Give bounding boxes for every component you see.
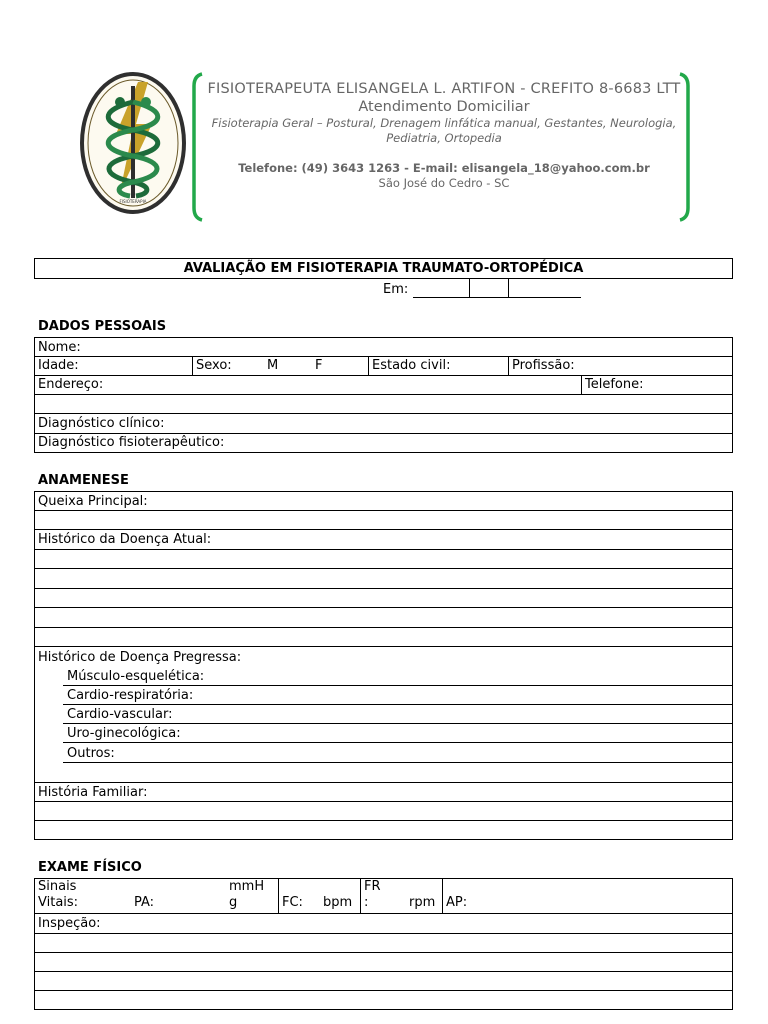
fr-label-1: FR	[364, 879, 381, 894]
name-label: Nome:	[38, 340, 81, 355]
blank-row[interactable]	[34, 608, 733, 628]
clinical-diagnosis-label: Diagnóstico clínico:	[38, 416, 165, 431]
mmhg-unit-2: g	[229, 895, 238, 910]
sex-option-m[interactable]: M	[267, 358, 279, 373]
blank-row[interactable]	[34, 990, 733, 1010]
current-history-label: Histórico da Doença Atual:	[38, 532, 212, 547]
date-field-month[interactable]	[470, 297, 508, 298]
date-field-day[interactable]	[413, 297, 469, 298]
age-sex-civil-row	[34, 356, 733, 376]
sex-option-f[interactable]: F	[315, 358, 323, 373]
family-history-row[interactable]	[34, 782, 733, 802]
blank-row[interactable]	[34, 820, 733, 840]
urogynecological-line[interactable]	[63, 742, 733, 743]
profession-label: Profissão:	[512, 358, 575, 373]
logo-caption: FISIOTERAPIA	[119, 199, 147, 204]
section-physical-exam: EXAME FÍSICO	[38, 860, 142, 875]
past-item-cardiorespiratory: Cardio-respiratória:	[67, 688, 194, 703]
physiotherapy-logo	[80, 72, 186, 214]
civil-status-label: Estado civil:	[372, 358, 451, 373]
vital-signs-row	[34, 878, 733, 914]
letterhead-contact: Telefone: (49) 3643 1263 - E-mail: elisangela_18@yahoo.com.br	[238, 161, 650, 175]
others-line[interactable]	[63, 762, 733, 763]
vital-signs-label-1: Sinais	[38, 879, 77, 894]
section-personal-data: DADOS PESSOAIS	[38, 319, 167, 334]
blank-row[interactable]	[34, 510, 733, 530]
blank-row[interactable]	[34, 971, 733, 991]
family-history-label: História Familiar:	[38, 785, 148, 800]
clinical-diagnosis-row[interactable]	[34, 414, 733, 434]
blank-row[interactable]	[34, 952, 733, 972]
address-row[interactable]	[34, 375, 733, 395]
bpm-unit: bpm	[323, 895, 353, 910]
form-title-box	[34, 258, 733, 279]
main-complaint-label: Queixa Principal:	[38, 494, 148, 509]
blank-row[interactable]	[34, 394, 733, 414]
inspection-label: Inspeção:	[38, 916, 101, 931]
ap-label: AP:	[446, 895, 468, 910]
main-complaint-row[interactable]	[34, 491, 733, 511]
letterhead-services: Fisioterapia Geral – Postural, Drenagem linfática manual, Gestantes, Neurologia, Pediatria, Ortopedia	[211, 116, 677, 145]
current-history-row[interactable]	[34, 530, 733, 550]
blank-row[interactable]	[34, 588, 733, 608]
sex-label: Sexo:	[196, 358, 232, 373]
past-history-label: Histórico de Doença Pregressa:	[38, 650, 242, 665]
fc-label: FC:	[282, 895, 303, 910]
inspection-row[interactable]	[34, 914, 733, 934]
physio-diagnosis-label: Diagnóstico fisioterapêutico:	[38, 435, 225, 450]
date-divider	[508, 279, 509, 298]
past-item-musculoskeletal: Músculo-esquelética:	[67, 669, 205, 684]
letterhead-subtitle: Atendimento Domiciliar	[358, 99, 530, 115]
vital-signs-label-2: Vitais:	[38, 895, 79, 910]
blank-row[interactable]	[34, 933, 733, 953]
blank-row[interactable]	[34, 549, 733, 569]
physio-diagnosis-row[interactable]	[34, 433, 733, 453]
rpm-unit: rpm	[409, 895, 436, 910]
pa-label: PA:	[134, 895, 155, 910]
blank-row[interactable]	[34, 627, 733, 647]
date-label: Em:	[383, 282, 409, 297]
blank-row[interactable]	[34, 569, 733, 589]
phone-label: Telefone:	[585, 377, 644, 392]
form-title: AVALIAÇÃO EM FISIOTERAPIA TRAUMATO-ORTOPÉDICA	[183, 261, 584, 276]
past-item-urogynecological: Uro-ginecológica:	[67, 726, 181, 741]
date-field-year[interactable]	[509, 297, 581, 298]
letterhead-title: FISIOTERAPEUTA ELISANGELA L. ARTIFON - CREFITO 8-6683 LTT	[207, 81, 681, 97]
mmhg-unit-1: mmH	[229, 879, 265, 894]
letterhead-city: São José do Cedro - SC	[378, 176, 510, 190]
date-divider	[469, 279, 470, 298]
past-item-cardiovascular: Cardio-vascular:	[67, 707, 173, 722]
letterhead	[202, 80, 686, 190]
section-anamnesis: ANAMENESE	[38, 473, 129, 488]
fr-label-2: :	[364, 895, 369, 910]
name-row[interactable]	[34, 337, 733, 357]
past-item-others: Outros:	[67, 746, 115, 761]
blank-row[interactable]	[34, 801, 733, 821]
address-label: Endereço:	[38, 377, 104, 392]
age-label: Idade:	[38, 358, 79, 373]
